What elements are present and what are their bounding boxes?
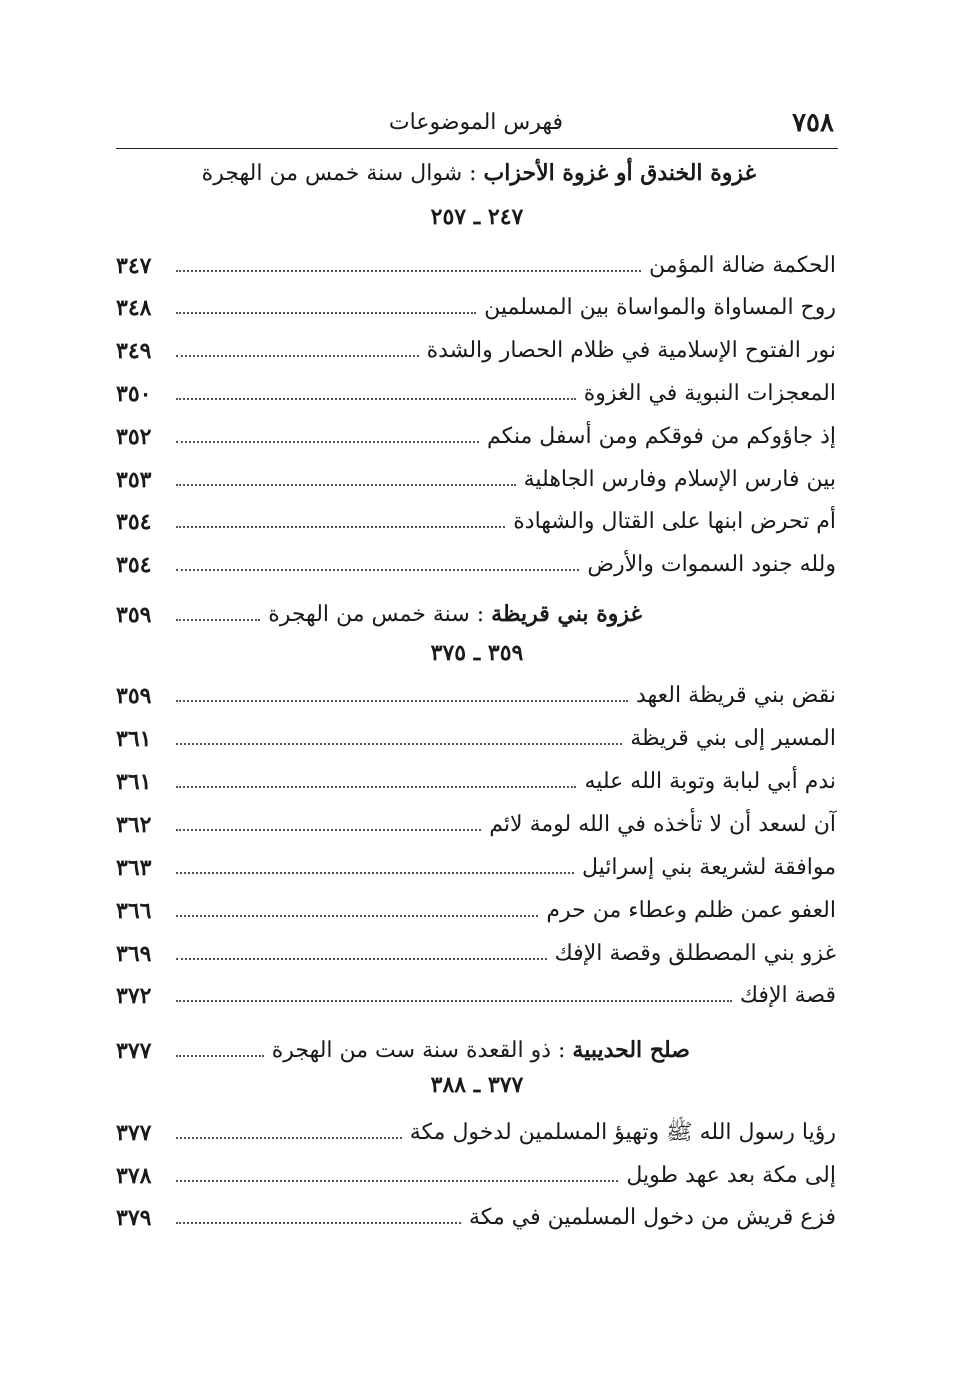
toc-entry xyxy=(116,757,836,797)
toc-entry xyxy=(116,326,836,366)
dot-leader xyxy=(176,398,576,400)
toc-entry xyxy=(116,455,836,495)
toc-entry-page: ٣٤٨ xyxy=(116,295,152,321)
dot-leader xyxy=(176,958,547,960)
toc-entry-page: ٣٦١ xyxy=(116,726,152,752)
toc-entry xyxy=(116,241,836,281)
dot-leader xyxy=(176,270,641,272)
toc-entry xyxy=(116,714,836,754)
dot-leader xyxy=(176,743,622,745)
toc-entry-page: ٣٤٧ xyxy=(116,253,152,279)
section-heading-qurayza xyxy=(116,590,642,630)
section-heading-hudaybiyya xyxy=(116,1026,690,1066)
toc-entry-page: ٣٦٦ xyxy=(116,898,152,924)
dot-leader xyxy=(176,1180,618,1182)
dot-leader xyxy=(176,872,574,874)
toc-entry-page: ٣٥٣ xyxy=(116,467,152,493)
toc-entry-page: ٣٦١ xyxy=(116,769,152,795)
toc-entry-page: ٣٤٩ xyxy=(116,338,152,364)
section-heading-rest: : سنة خمس من الهجرة xyxy=(268,602,492,627)
toc-entry-title: رؤيا رسول الله ﷺ وتهيؤ المسلمين لدخول مكة xyxy=(409,1120,836,1145)
section-heading-bold: صلح الحديبية xyxy=(572,1037,690,1063)
toc-entry-title: ندم أبي لبابة وتوبة الله عليه xyxy=(584,769,836,794)
dot-leader xyxy=(176,526,505,528)
section-range: ٢٤٧ ـ ٢٥٧ xyxy=(430,204,524,230)
toc-entry-page: ٣٥٤ xyxy=(116,552,152,578)
toc-entry xyxy=(116,369,836,409)
toc-entry xyxy=(116,283,836,323)
section-range: ٣٧٧ ـ ٣٨٨ xyxy=(430,1072,524,1098)
dot-leader xyxy=(176,355,419,357)
toc-entry-title: الحكمة ضالة المؤمن xyxy=(649,253,836,278)
toc-entry-page: ٣٥٤ xyxy=(116,509,152,535)
dot-leader xyxy=(176,484,516,486)
toc-entry-page: ٣٧٢ xyxy=(116,983,152,1009)
section-heading-bold: غزوة بني قريظة xyxy=(491,601,642,627)
toc-entry-page: ٣٦٢ xyxy=(116,812,152,838)
toc-entry-title: إذ جاؤوكم من فوقكم ومن أسفل منكم xyxy=(487,424,836,449)
section-heading-page: ٣٧٧ xyxy=(116,1038,152,1064)
toc-entry-title: المعجزات النبوية في الغزوة xyxy=(583,381,836,406)
toc-entry-title: المسير إلى بني قريظة xyxy=(630,726,836,751)
toc-entry xyxy=(116,929,836,969)
dot-leader xyxy=(176,1137,402,1139)
toc-entry xyxy=(116,671,836,711)
toc-entry-page: ٣٧٩ xyxy=(116,1205,152,1231)
section-range: ٣٥٩ ـ ٣٧٥ xyxy=(430,640,524,666)
dot-leader xyxy=(176,829,481,831)
toc-entry xyxy=(116,1193,836,1233)
toc-entry-page: ٣٧٧ xyxy=(116,1120,152,1146)
toc-entry-title: بين فارس الإسلام وفارس الجاهلية xyxy=(523,467,836,492)
toc-entry-title: العفو عمن ظلم وعطاء من حرم xyxy=(546,898,836,923)
toc-entry-title: آن لسعد أن لا تأخذه في الله لومة لائم xyxy=(489,812,836,837)
toc-entry-title: غزو بني المصطلق وقصة الإفك xyxy=(554,941,836,966)
toc-entry-page: ٣٥٠ xyxy=(116,381,152,407)
toc-entry xyxy=(116,1108,836,1148)
toc-entry xyxy=(116,540,836,580)
running-title: فهرس الموضوعات xyxy=(388,110,564,135)
toc-entry xyxy=(116,800,836,840)
section-heading-bold: غزوة الخندق أو غزوة الأحزاب xyxy=(483,160,756,186)
dot-leader xyxy=(176,1222,461,1224)
toc-entry xyxy=(116,497,836,537)
toc-entry-page: ٣٥٢ xyxy=(116,424,152,450)
section-heading-text xyxy=(264,599,642,630)
toc-entry xyxy=(116,1151,836,1191)
toc-entry-title: قصة الإفك xyxy=(739,983,836,1008)
section-heading-khandaq xyxy=(180,160,756,186)
toc-entry-title: روح المساواة والمواساة بين المسلمين xyxy=(484,295,836,320)
toc-entry-page: ٣٧٨ xyxy=(116,1163,152,1189)
dot-leader xyxy=(176,1000,732,1002)
page-number: ٧٥٨ xyxy=(792,108,834,138)
dot-leader xyxy=(176,915,538,917)
toc-entry-title: ولله جنود السموات والأرض xyxy=(587,552,836,577)
dot-leader xyxy=(176,312,476,314)
section-heading-rest: : شوال سنة خمس من الهجرة xyxy=(201,161,484,186)
page-header xyxy=(116,104,838,149)
toc-entry xyxy=(116,843,836,883)
toc-entry-page: ٣٥٩ xyxy=(116,683,152,709)
dot-leader xyxy=(176,441,479,443)
dot-leader xyxy=(176,1055,264,1057)
toc-entry-page: ٣٦٩ xyxy=(116,941,152,967)
toc-entry-title: موافقة لشريعة بني إسرائيل xyxy=(582,855,836,880)
section-heading-page: ٣٥٩ xyxy=(116,602,152,628)
toc-entry xyxy=(116,886,836,926)
dot-leader xyxy=(176,786,576,788)
toc-entry-title: نور الفتوح الإسلامية في ظلام الحصار والشدة xyxy=(426,338,836,363)
section-heading-rest: : ذو القعدة سنة ست من الهجرة xyxy=(271,1038,573,1063)
dot-leader xyxy=(176,569,579,571)
toc-entry-title: فزع قريش من دخول المسلمين في مكة xyxy=(469,1205,836,1230)
toc-entry-title: إلى مكة بعد عهد طويل xyxy=(626,1163,836,1188)
dot-leader xyxy=(176,619,260,621)
section-heading-text xyxy=(268,1035,690,1066)
toc-entry-title: أم تحرض ابنها على القتال والشهادة xyxy=(513,509,836,534)
toc-entry xyxy=(116,971,836,1011)
toc-entry xyxy=(116,412,836,452)
dot-leader xyxy=(176,700,628,702)
toc-entry-title: نقض بني قريظة العهد xyxy=(635,683,836,708)
toc-entry-page: ٣٦٣ xyxy=(116,855,152,881)
